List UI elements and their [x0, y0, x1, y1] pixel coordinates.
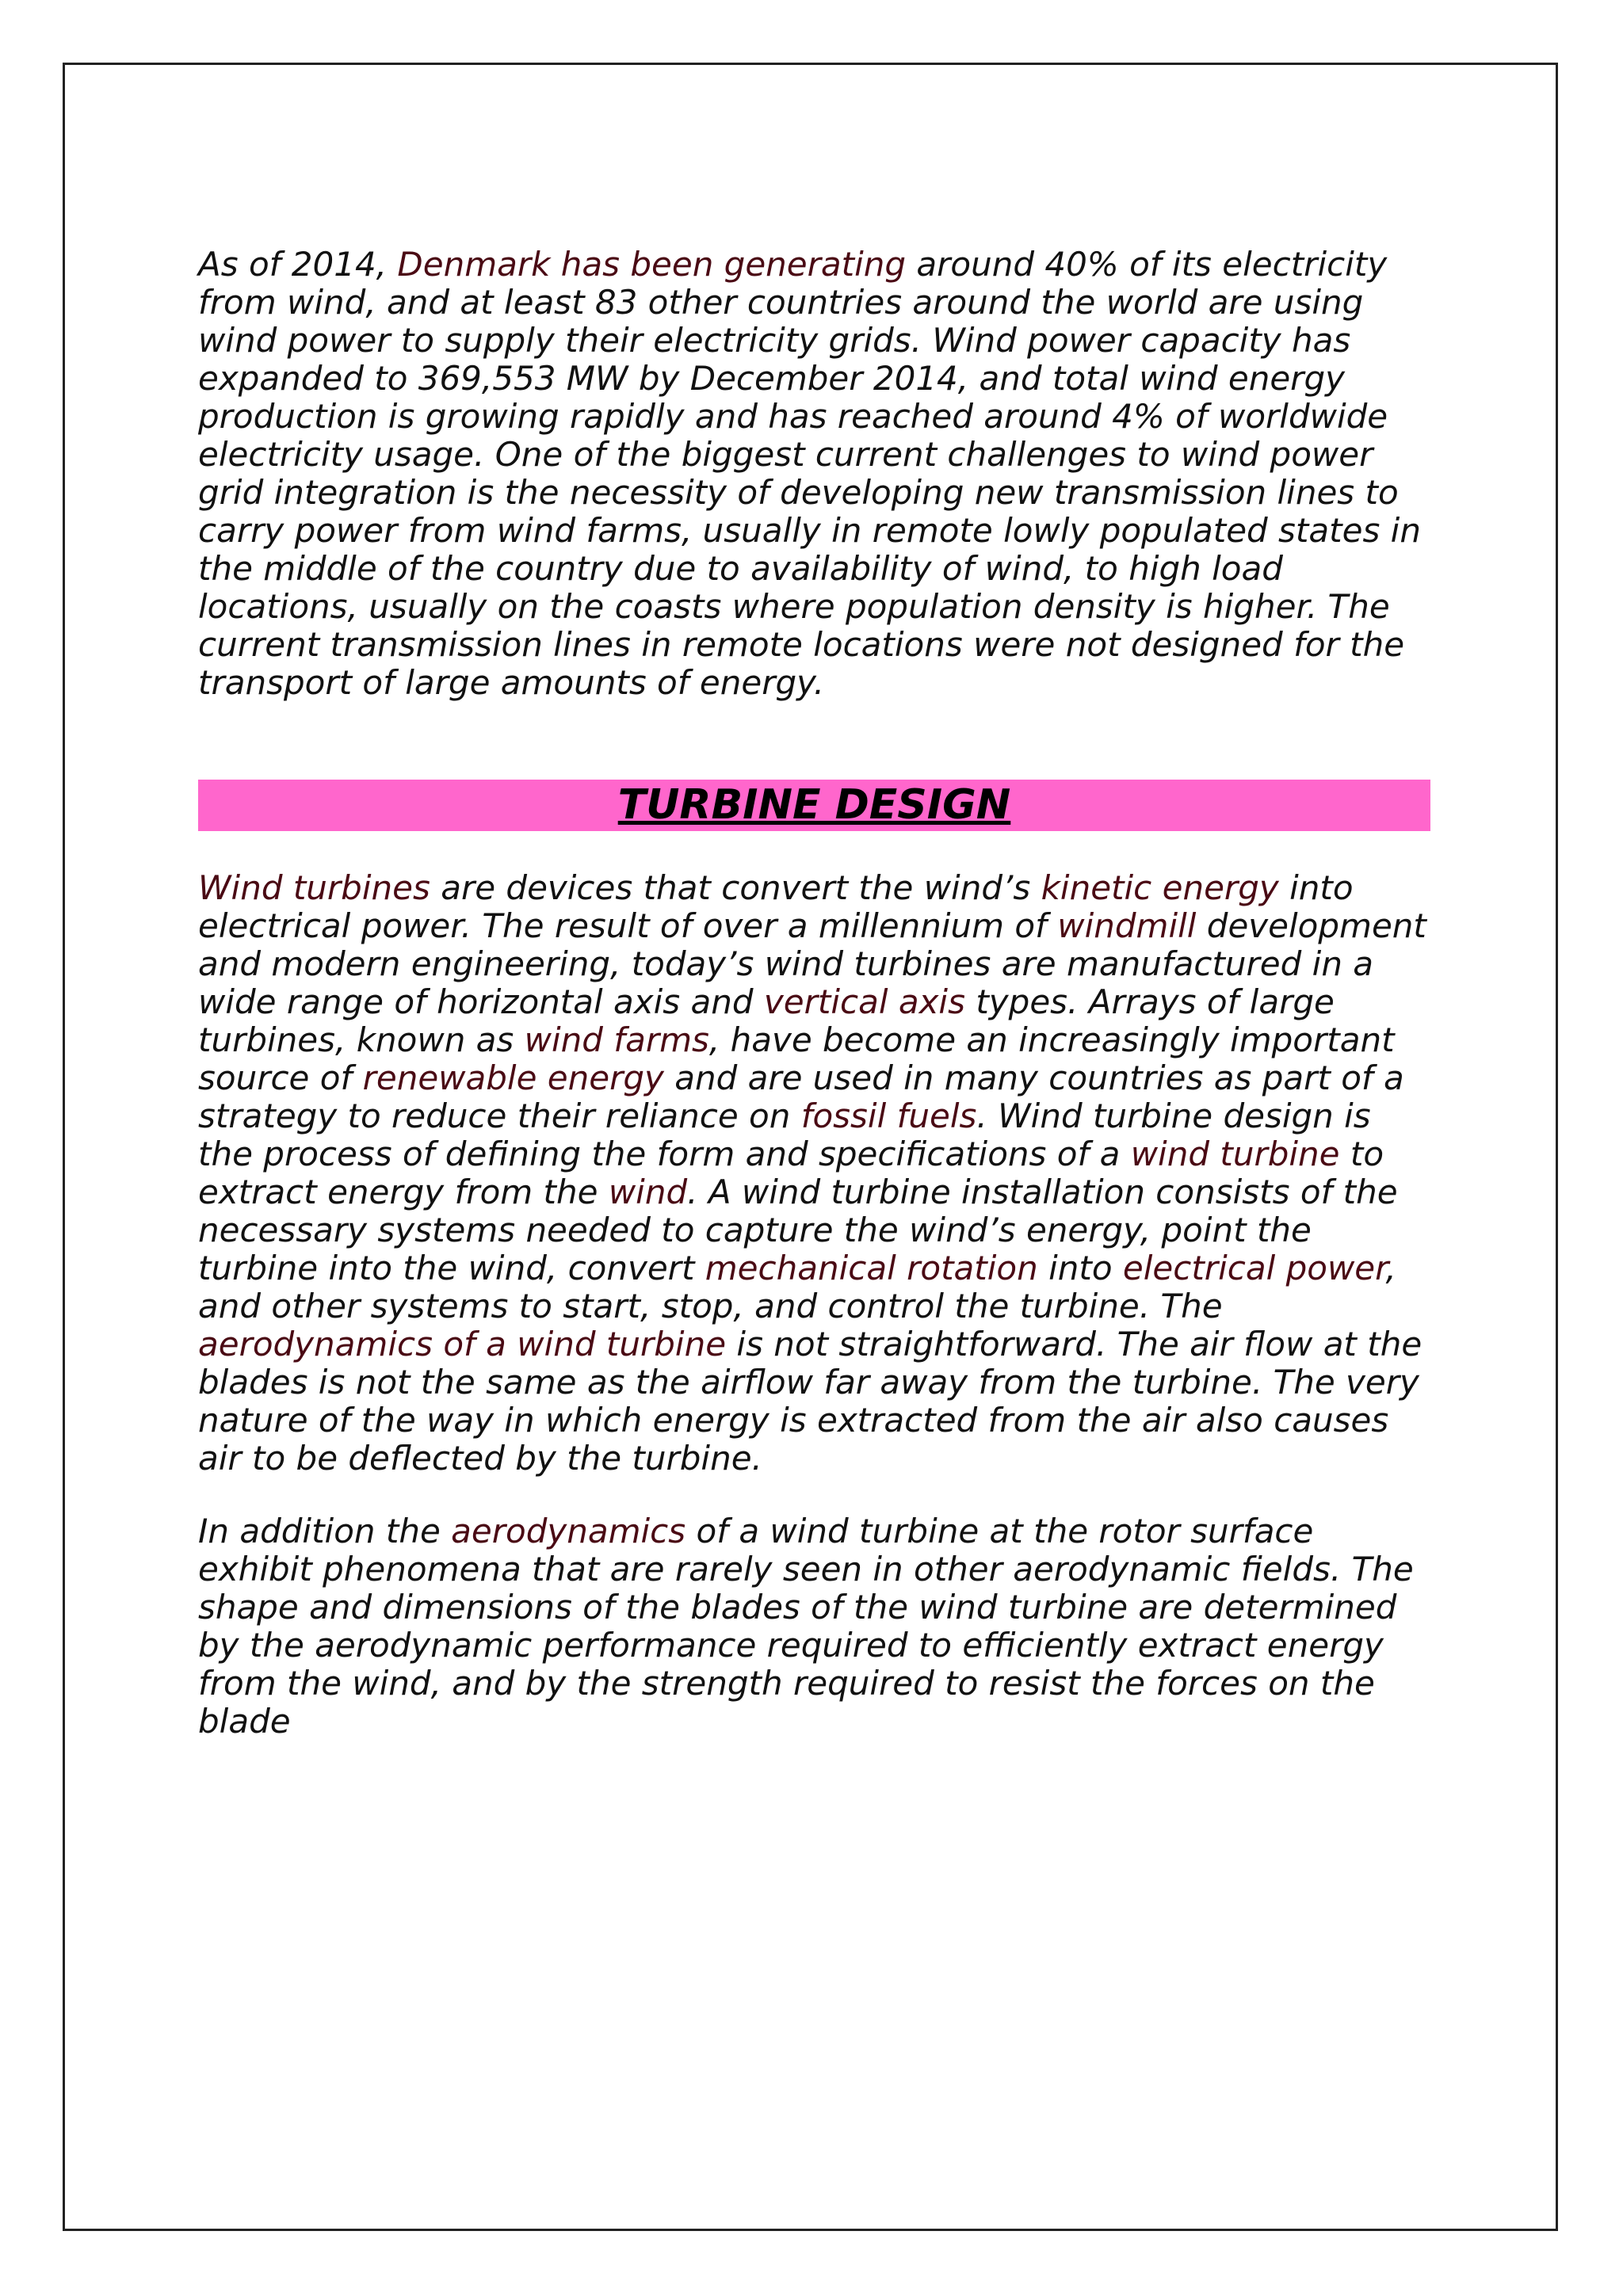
paragraph-turbine-design — [198, 869, 1434, 1478]
link-denmark[interactable]: Denmark has been generating — [397, 245, 907, 284]
link-wind-farms[interactable]: wind farms — [524, 1020, 709, 1059]
text-span: into — [1037, 1249, 1123, 1287]
link-kinetic-energy[interactable]: kinetic energy — [1041, 868, 1279, 907]
link-vertical-axis[interactable]: vertical axis — [763, 982, 965, 1021]
text-span: development and modern engineering, today’s wind turbines are manufactured in a wide range of horizontal axis and — [198, 906, 1426, 1021]
text-span: and are used in many countries as part of a strategy to reduce their reliance on — [198, 1058, 1404, 1135]
text-span: , and other systems to start, stop, and control the turbine. The — [198, 1249, 1396, 1325]
text-span: As of 2014, — [198, 245, 398, 284]
text-span: to extract energy from the — [198, 1135, 1384, 1211]
paragraph-aerodynamics — [198, 1512, 1434, 1741]
link-wind-turbine[interactable]: wind turbine — [1130, 1135, 1340, 1173]
text-span: around 40% of its electricity from wind, and at least 83 other countries around the world are using wind power to supply their electricity grids. Wind power capacity has expanded to 369,553 MW by December 2014, and total wind energy production is growing rapidly and has reached around 4% of worldwide electricity usage. One of the biggest current challenges to wind power grid integration is the necessity of developing new transmission lines to carry power from wind farms, usually in remote lowly populated states in the middle of the country due to availability of wind, to high load locations, usually on the coasts where population density is higher. The current transmission lines in remote locations were not designed for the transport of large amounts of energy. — [198, 245, 1421, 702]
link-aerodynamics-of-a-wind-turbine[interactable]: aerodynamics of a wind turbine — [198, 1325, 727, 1363]
text-span: . A wind turbine installation consists of the necessary systems needed to capture the wind’s energy, point the turbine into the wind, convert — [198, 1173, 1398, 1287]
link-aerodynamics[interactable]: aerodynamics — [451, 1512, 686, 1550]
link-wind[interactable]: wind — [608, 1173, 688, 1211]
text-span: are devices that convert the wind’s — [430, 868, 1041, 907]
text-span: In addition the — [198, 1512, 452, 1550]
link-renewable-energy[interactable]: renewable energy — [362, 1058, 664, 1097]
section-heading: TURBINE DESIGN — [617, 781, 1011, 829]
text-span: of a wind turbine at the rotor surface exhibit phenomena that are rarely seen in other aerodynamic fields. The shape and dimensions of the blades of the wind turbine are determined by the aerodynamic performance required to efficiently extract energy from the wind, and by the strength required to resist the forces on the blade — [198, 1512, 1414, 1741]
text-span: . Wind turbine design is the process of defining the form and specifications of a — [198, 1097, 1371, 1173]
document-body — [198, 246, 1434, 1741]
text-span: , have become an increasingly important source of — [198, 1020, 1395, 1097]
link-windmill[interactable]: windmill — [1057, 906, 1197, 945]
text-span: into electrical power. The result of over a millennium of — [198, 868, 1354, 945]
paragraph-intro — [198, 246, 1434, 702]
link-mechanical-rotation[interactable]: mechanical rotation — [705, 1249, 1038, 1287]
link-fossil-fuels[interactable]: fossil fuels — [800, 1097, 977, 1135]
text-span: is not straightforward. The air flow at the blades is not the same as the airflow far away from the turbine. The very nature of the way in which energy is extracted from the air also causes air to be deflected by the turbine. — [198, 1325, 1423, 1478]
link-electrical-power[interactable]: electrical power — [1122, 1249, 1386, 1287]
link-wind-turbines[interactable]: Wind turbines — [198, 868, 430, 907]
text-span: types. Arrays of large turbines, known as — [198, 982, 1335, 1059]
section-heading-bar — [198, 780, 1430, 831]
